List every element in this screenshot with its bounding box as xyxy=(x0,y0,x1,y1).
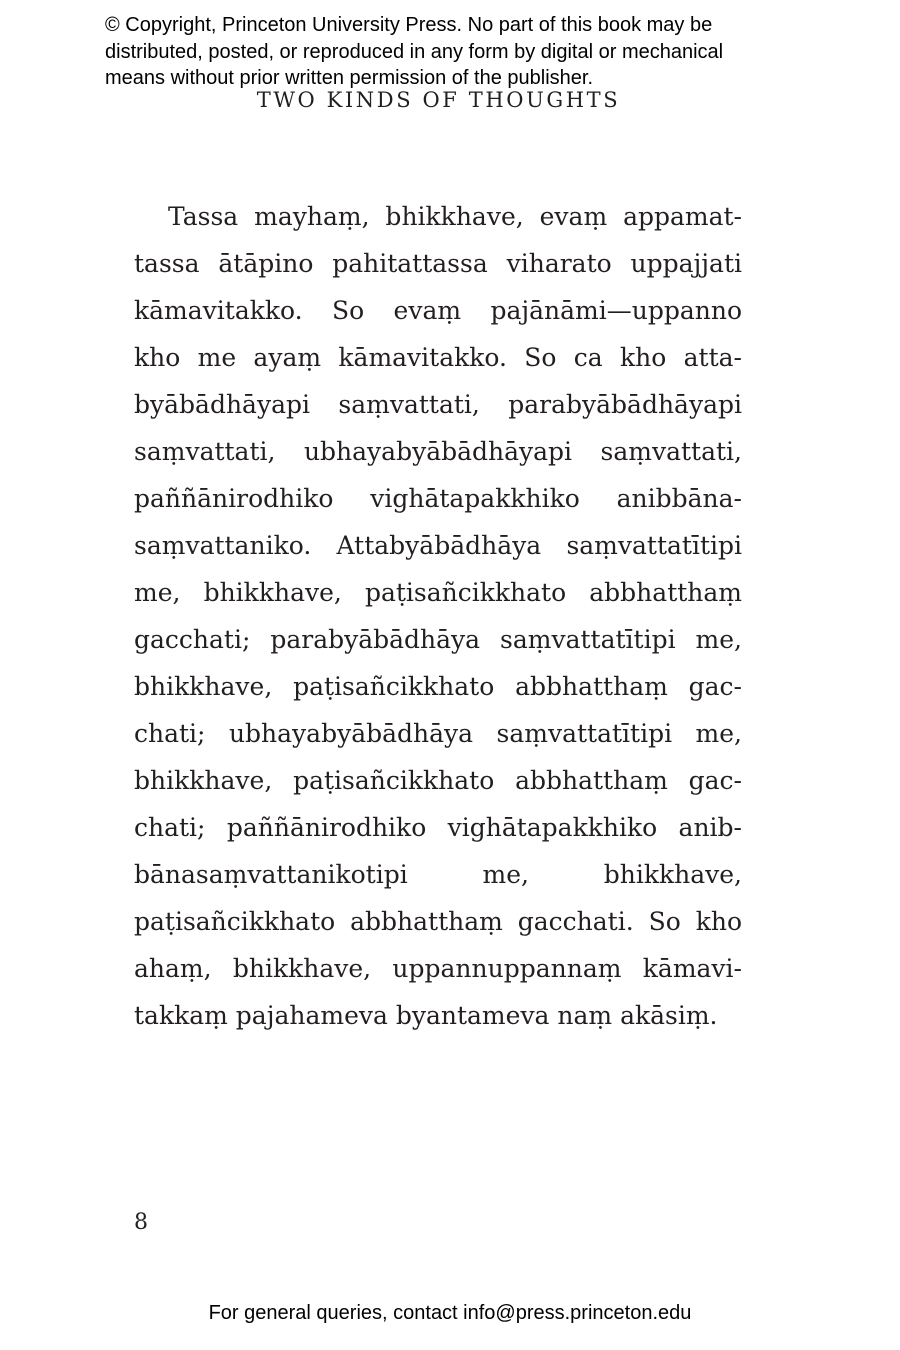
page-number: 8 xyxy=(134,1210,148,1235)
copyright-line: distributed, posted, or reproduced in any form by digital or mechanical xyxy=(105,40,724,63)
passage-line: saṃvattati, ubhayabyābādhāyapi saṃvattati, xyxy=(134,437,742,466)
passage-line: takkaṃ pajahameva byantameva naṃ akāsiṃ. xyxy=(134,1001,718,1030)
copyright-line: © Copyright, Princeton University Press. No part of this book may be xyxy=(105,14,713,36)
passage-line: chati; ubhayabyābādhāya saṃvattatītipi me, xyxy=(134,719,742,748)
passage-line: kāmavitakko. So evaṃ pajānāmi—uppanno xyxy=(134,296,742,325)
passage-line: saṃvattaniko. Attabyābādhāya saṃvattatītipi xyxy=(134,531,742,560)
passage-line: byābādhāyapi saṃvattati, parabyābādhāyapi xyxy=(134,390,742,419)
passage-line: bhikkhave, paṭisañcikkhato abbhatthaṃ gac- xyxy=(134,766,742,795)
passage-line: chati; paññānirodhiko vighātapakkhiko anib- xyxy=(134,813,742,842)
passage-line: tassa ātāpino pahitattassa viharato uppajjati xyxy=(134,249,742,278)
passage-line: gacchati; parabyābādhāya saṃvattatītipi me, xyxy=(134,625,742,654)
footer-contact: For general queries, contact info@press.princeton.edu xyxy=(208,1302,692,1324)
passage-line: paṭisañcikkhato abbhatthaṃ gacchati. So kho xyxy=(134,907,742,936)
passage-line: bhikkhave, paṭisañcikkhato abbhatthaṃ gac- xyxy=(134,672,742,701)
passage-line: bānasaṃvattanikotipi me, bhikkhave, xyxy=(134,860,742,889)
copyright-notice xyxy=(105,12,825,92)
copyright-line: means without prior written permission of the publisher. xyxy=(105,67,594,89)
passage-line: kho me ayaṃ kāmavitakko. So ca kho atta- xyxy=(134,343,742,372)
pali-passage xyxy=(134,193,742,1039)
running-head: TWO KINDS OF THOUGHTS xyxy=(256,88,621,112)
passage-line: Tassa mayhaṃ, bhikkhave, evaṃ appamat- xyxy=(168,202,742,231)
passage-line: ahaṃ, bhikkhave, uppannuppannaṃ kāmavi- xyxy=(134,954,742,983)
passage-line: me, bhikkhave, paṭisañcikkhato abbhatthaṃ xyxy=(134,578,742,607)
passage-line: paññānirodhiko vighātapakkhiko anibbāna- xyxy=(134,484,742,513)
